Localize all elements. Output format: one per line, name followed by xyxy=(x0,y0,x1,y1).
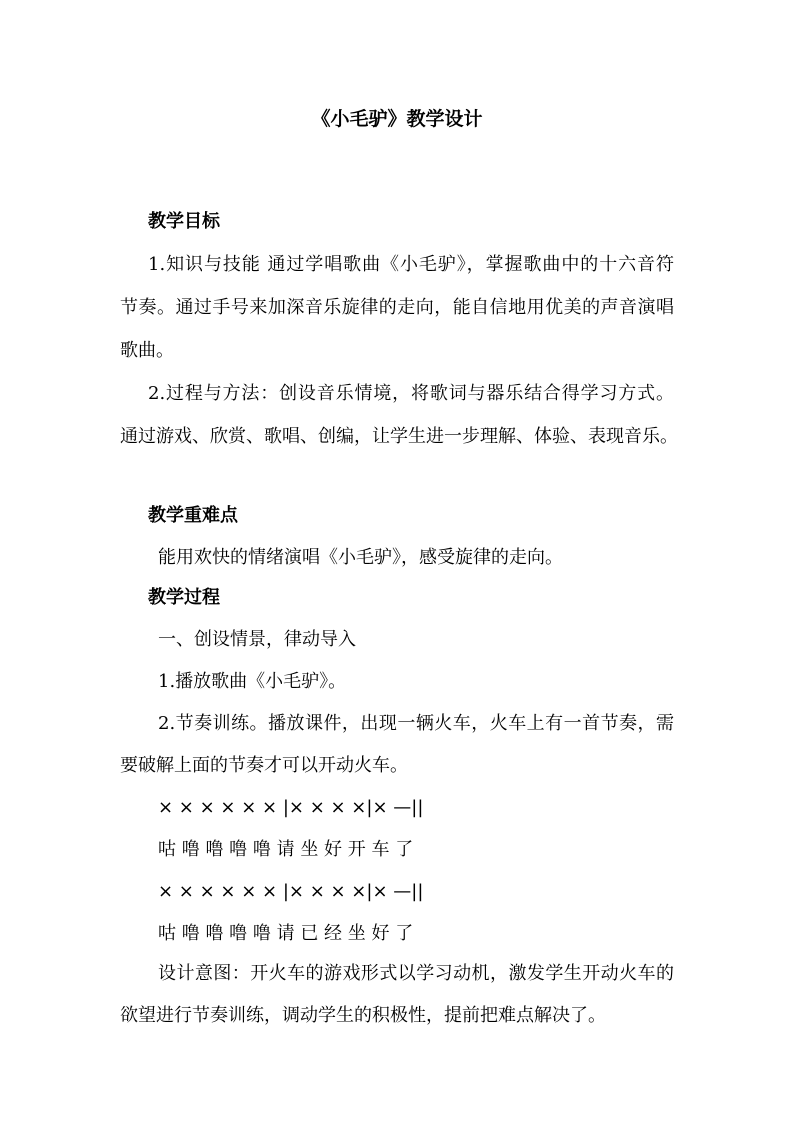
process-step2-line1: 2.节奏训练。播放课件，出现一辆火车，火车上有一首节奏，需 xyxy=(158,713,674,734)
process-step2-line2: 要破解上面的节奏才可以开动火车。 xyxy=(120,755,408,776)
goal-item1-line2: 节奏。通过手号来加深音乐旋律的走向，能自信地用优美的声音演唱 xyxy=(120,297,674,318)
goal-item1-line1: 1.知识与技能 通过学唱歌曲《小毛驴》，掌握歌曲中的十六音符 xyxy=(148,254,674,275)
goal-item2-line1: 2.过程与方法：创设音乐情境，将歌词与器乐结合得学习方式。 xyxy=(148,383,674,404)
process-part1-title: 一、创设情景，律动导入 xyxy=(158,629,356,650)
process-step1: 1.播放歌曲《小毛驴》。 xyxy=(158,671,347,692)
design-intent-line2: 欲望进行节奏训练，调动学生的积极性，提前把难点解决了。 xyxy=(120,1005,606,1026)
rhythm-lyrics-1: 咕 噜 噜 噜 噜 请 坐 好 开 车 了 xyxy=(158,839,414,860)
heading-teaching-process: 教学过程 xyxy=(148,587,220,608)
difficulty-text: 能用欢快的情绪演唱《小毛驴》，感受旋律的走向。 xyxy=(158,547,563,568)
rhythm-notation-2: × × × × × × |× × × ×|× —|| xyxy=(158,881,424,902)
goal-item2-line2: 通过游戏、欣赏、歌唱、创编，让学生进一步理解、体验、表现音乐。 xyxy=(120,426,678,447)
rhythm-notation-1: × × × × × × |× × × ×|× —|| xyxy=(158,797,424,818)
heading-teaching-goals: 教学目标 xyxy=(148,211,220,232)
design-intent-line1: 设计意图：开火车的游戏形式以学习动机，激发学生开动火车的 xyxy=(158,963,674,984)
rhythm-lyrics-2: 咕 噜 噜 噜 噜 请 已 经 坐 好 了 xyxy=(158,923,414,944)
heading-key-difficulties: 教学重难点 xyxy=(148,505,238,526)
document-title: 《小毛驴》教学设计 xyxy=(311,108,483,130)
goal-item1-line3: 歌曲。 xyxy=(120,340,174,361)
